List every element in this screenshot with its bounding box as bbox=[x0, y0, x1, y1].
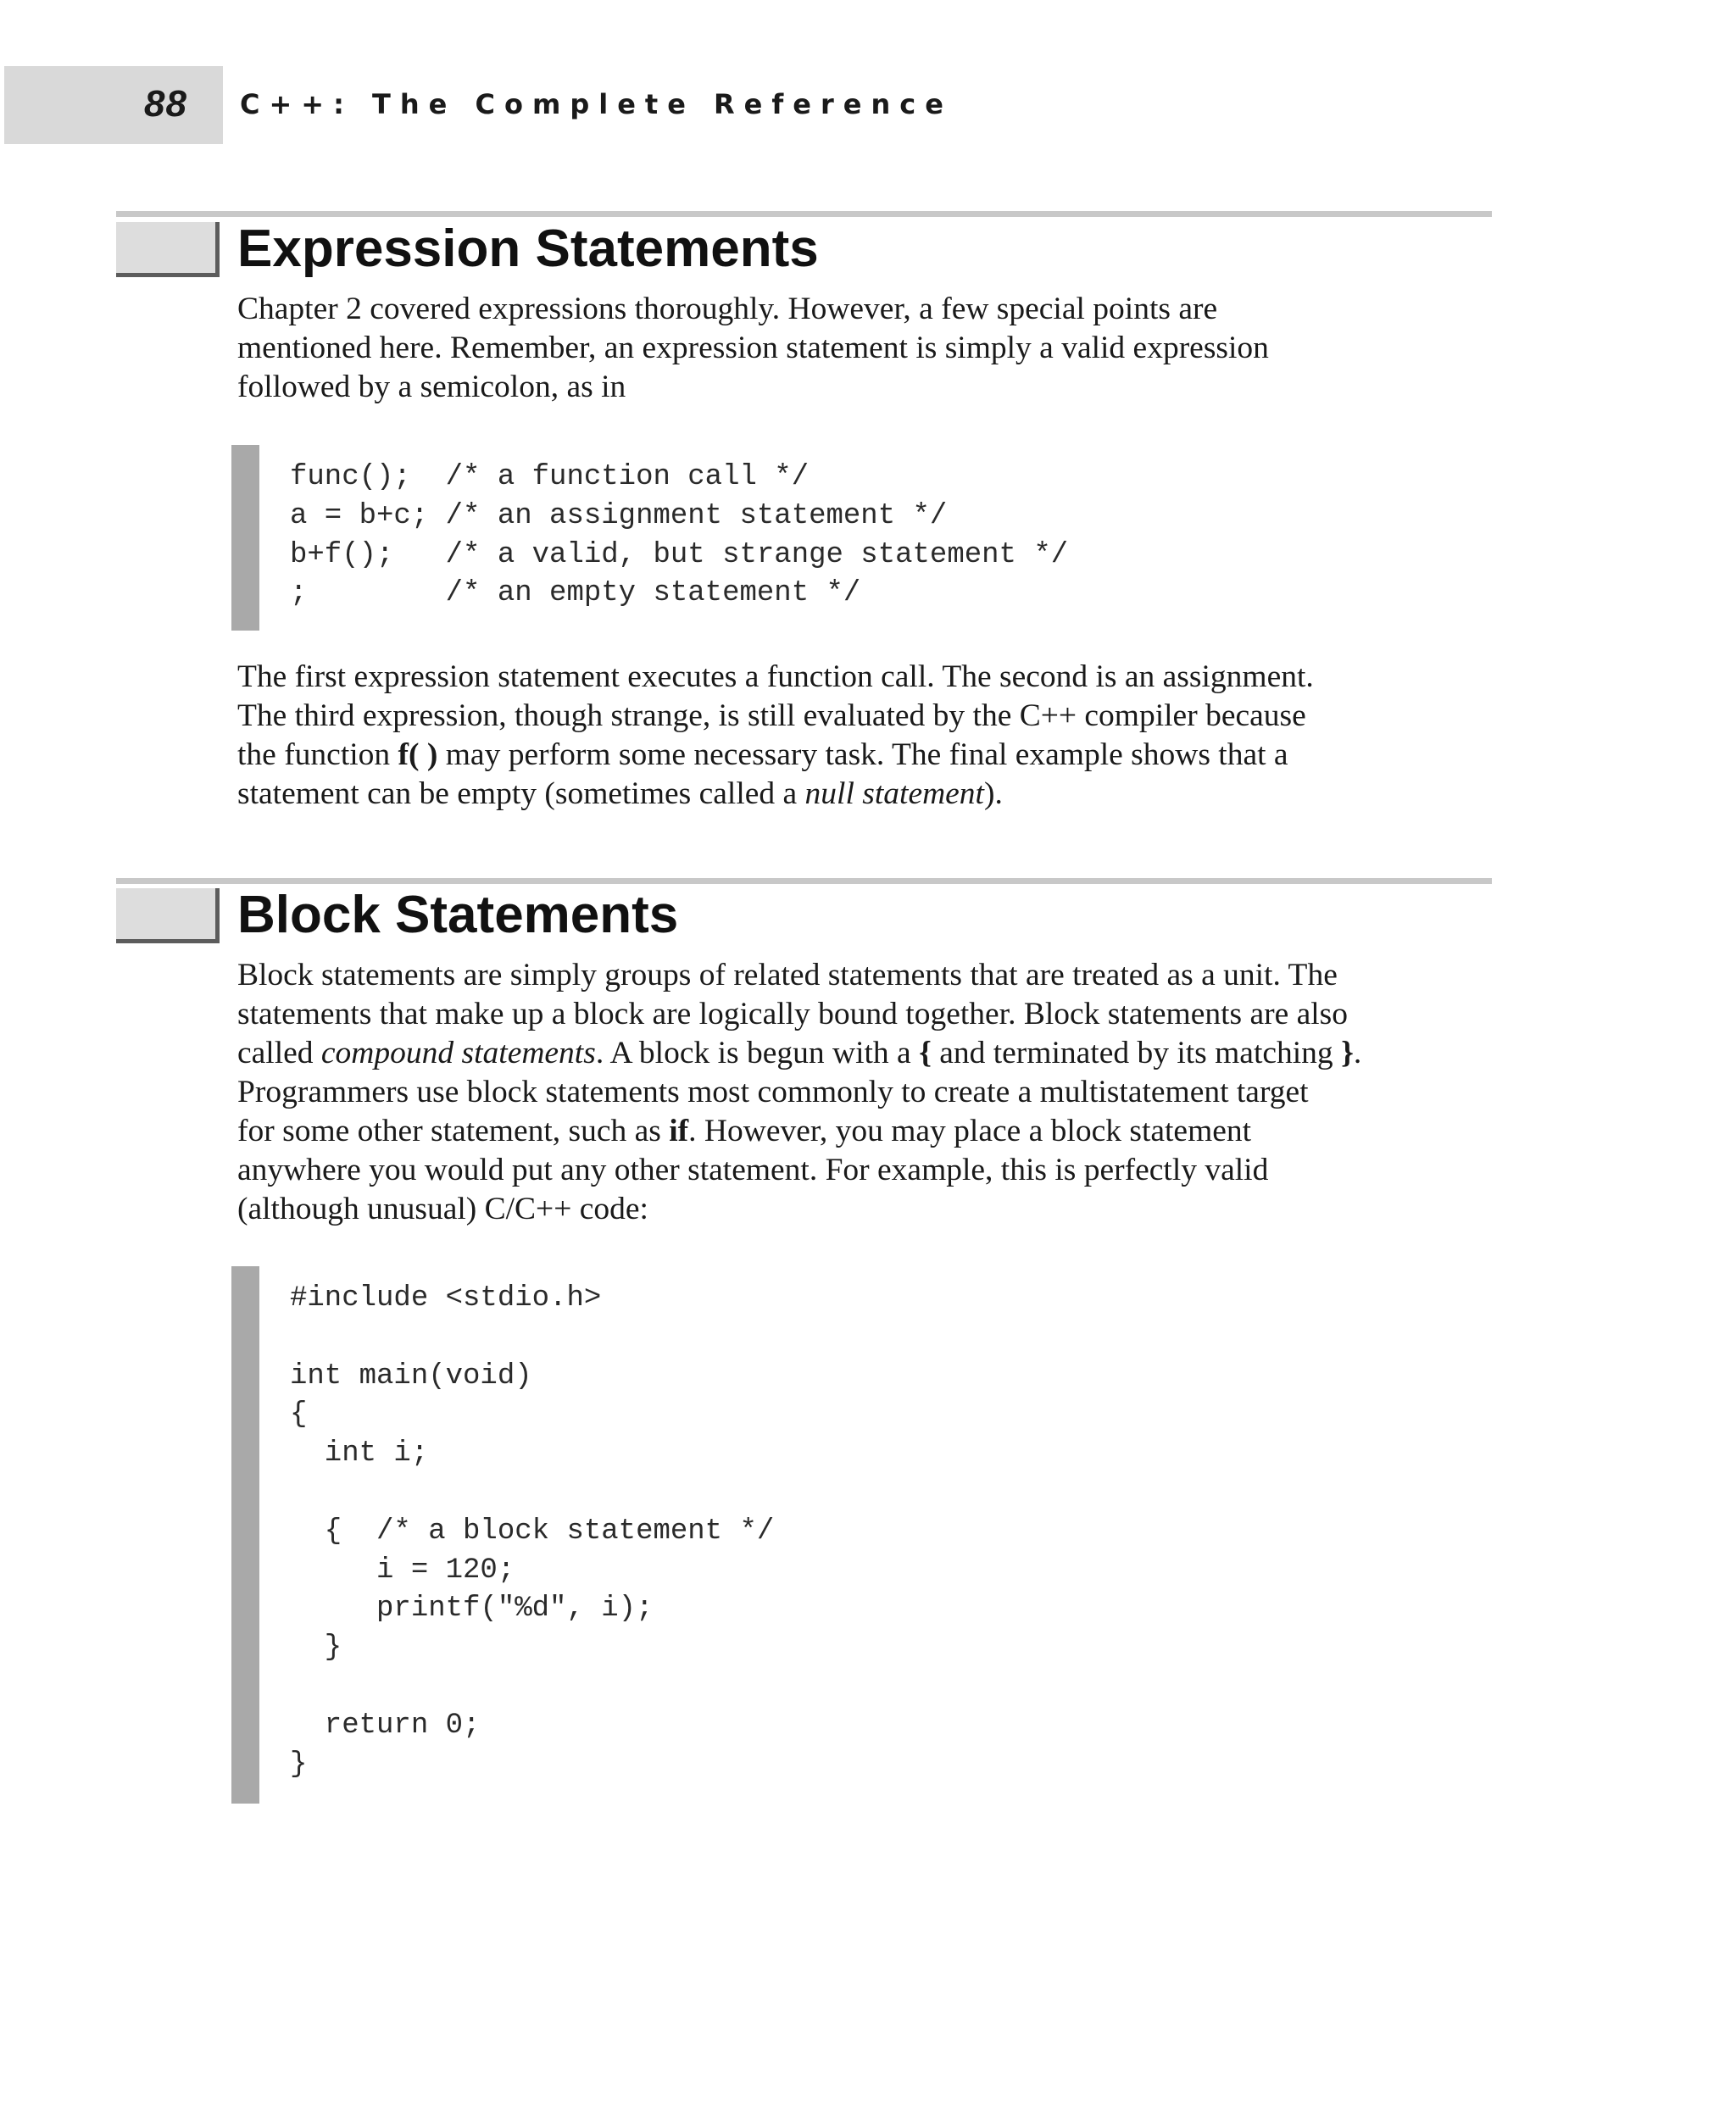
section-heading-expression-statements: Expression Statements bbox=[237, 220, 819, 278]
code-line: } bbox=[290, 1748, 308, 1781]
code-line bbox=[290, 1474, 774, 1513]
code-line: { bbox=[290, 1398, 308, 1432]
code-line: i = 120; bbox=[290, 1554, 515, 1587]
inline-keyword-if: if bbox=[669, 1114, 689, 1148]
page-number-box bbox=[4, 66, 223, 144]
inline-code-f: f( ) bbox=[398, 737, 438, 772]
block-intro-paragraph bbox=[237, 956, 1492, 1229]
inline-close-brace: } bbox=[1341, 1036, 1354, 1070]
page-number: 88 bbox=[144, 83, 187, 125]
code-block-block-statement bbox=[290, 1280, 774, 1784]
code-line bbox=[290, 1668, 774, 1707]
code-line: b+f(); /* a valid, but strange statement */ bbox=[290, 538, 1069, 571]
code-line: #include <stdio.h> bbox=[290, 1282, 602, 1315]
text-line: for some other statement, such as if. However, you may place a block statement bbox=[237, 1114, 1252, 1148]
term-null-statement: null statement bbox=[804, 776, 984, 811]
text-line: Chapter 2 covered expressions thoroughly. However, a few special points are bbox=[237, 292, 1218, 326]
text-line: the function f( ) may perform some necessary task. The final example shows that a bbox=[237, 737, 1288, 772]
text-line: mentioned here. Remember, an expression statement is simply a valid expression bbox=[237, 331, 1269, 365]
code-line: return 0; bbox=[290, 1709, 481, 1742]
expression-intro-paragraph bbox=[237, 290, 1492, 407]
code-line: { /* a block statement */ bbox=[290, 1515, 775, 1548]
text-line: The third expression, though strange, is still evaluated by the C++ compiler because bbox=[237, 698, 1306, 733]
code-block-bar bbox=[231, 1266, 259, 1804]
text-line: Programmers use block statements most commonly to create a multistatement target bbox=[237, 1075, 1309, 1109]
code-block-expressions bbox=[290, 459, 1068, 614]
text-line: statement can be empty (sometimes called a null statement). bbox=[237, 776, 1003, 811]
expression-explanation-paragraph bbox=[237, 658, 1492, 814]
code-block-bar bbox=[231, 445, 259, 631]
text-line: Block statements are simply groups of related statements that are treated as a unit. The bbox=[237, 958, 1338, 992]
text-line: called compound statements. A block is begun with a { and terminated by its matching }. bbox=[237, 1036, 1362, 1070]
text-line: anywhere you would put any other statement. For example, this is perfectly valid bbox=[237, 1153, 1269, 1187]
section-tab-marker bbox=[116, 222, 220, 277]
section-tab-marker bbox=[116, 888, 220, 943]
inline-open-brace: { bbox=[919, 1036, 932, 1070]
code-line: printf("%d", i); bbox=[290, 1593, 654, 1626]
text-line: The first expression statement executes a function call. The second is an assignment. bbox=[237, 659, 1314, 694]
code-line: int main(void) bbox=[290, 1359, 532, 1393]
section-rule bbox=[116, 211, 1492, 217]
term-compound-statements: compound statements bbox=[320, 1036, 596, 1070]
running-title: C++: The Complete Reference bbox=[240, 88, 953, 120]
code-line: func(); /* a function call */ bbox=[290, 461, 810, 493]
text-line: followed by a semicolon, as in bbox=[237, 370, 626, 404]
section-rule bbox=[116, 878, 1492, 884]
code-line bbox=[290, 1319, 774, 1358]
code-line: } bbox=[290, 1632, 342, 1665]
text-line: statements that make up a block are logically bound together. Block statements are also bbox=[237, 997, 1349, 1031]
code-line: ; /* an empty statement */ bbox=[290, 577, 861, 610]
code-line: a = b+c; /* an assignment statement */ bbox=[290, 499, 948, 532]
text-line: (although unusual) C/C++ code: bbox=[237, 1192, 648, 1226]
section-heading-block-statements: Block Statements bbox=[237, 886, 679, 944]
code-line: int i; bbox=[290, 1437, 429, 1470]
